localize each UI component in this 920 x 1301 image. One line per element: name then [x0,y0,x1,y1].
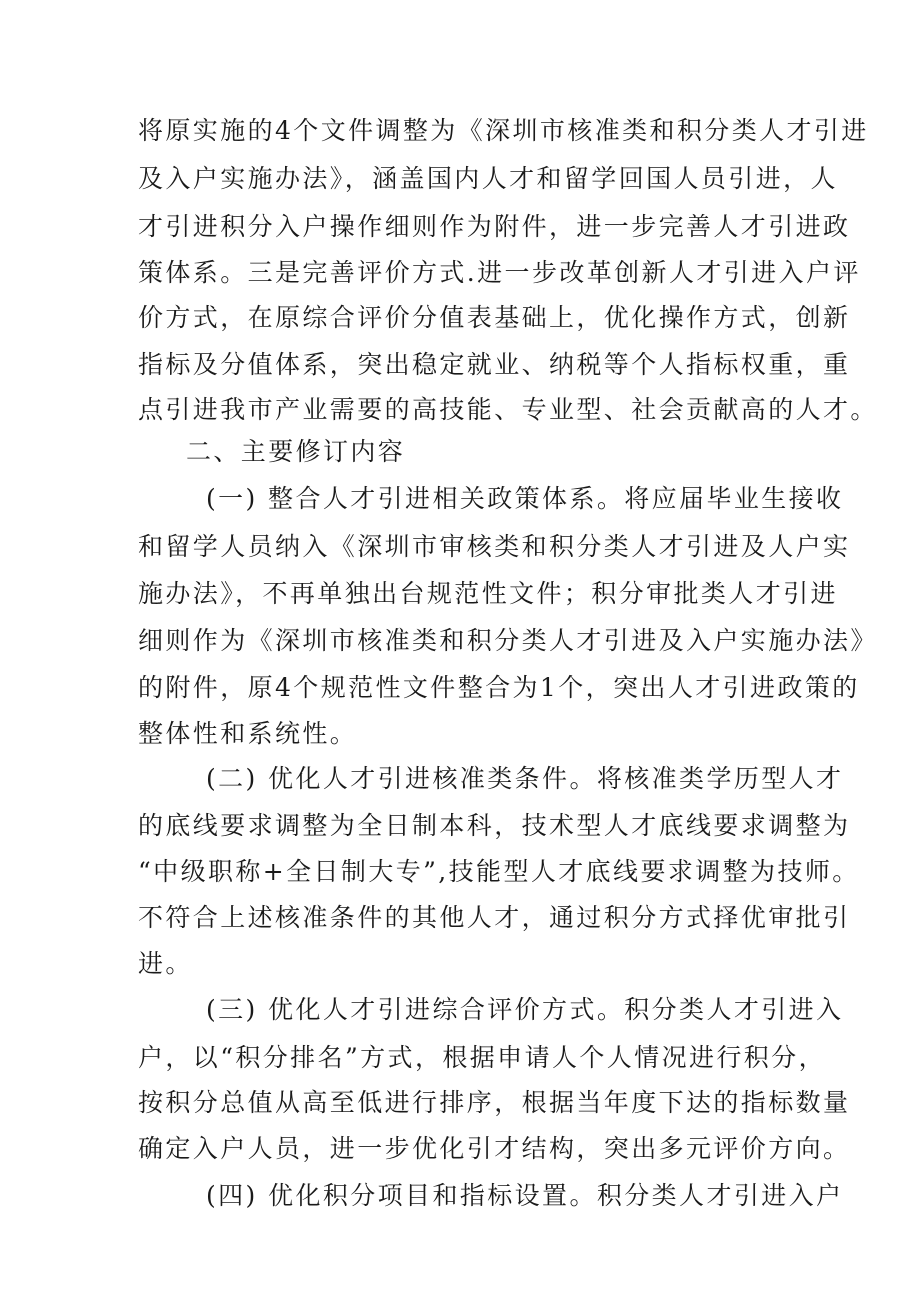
paragraph-line: 不符合上述核准条件的其他人才，通过积分方式择优审批引 [138,903,851,932]
paragraph-line: 按积分总值从高至低进行排序，根据当年度下达的指标数量 [138,1088,851,1117]
paragraph-line: 整体性和系统性。 [138,719,358,748]
paragraph-line: 确定入户人员，进一步优化引才结构，突出多元评价方向。 [138,1134,851,1163]
paragraph-line: (四) 优化积分项目和指标设置。积分类人才引进入户 [206,1181,844,1210]
paragraph-line: 及入户实施办法》，涵盖国内人才和留学回国人员引进，人 [138,164,838,193]
paragraph-line: 价方式，在原综合评价分值表基础上，优化操作方式，创新 [138,303,851,332]
paragraph-line: (二) 优化人才引进核准类条件。将核准类学历型人才 [206,764,844,793]
paragraph-line: 策体系。三是完善评价方式.进一步改革创新人才引进入户评 [138,258,861,287]
paragraph-line: 细则作为《深圳市核准类和积分类人才引进及入户实施办法》 [138,626,878,655]
paragraph-line: 将原实施的4个文件调整为《深圳市核准类和积分类人才引进 [138,116,869,145]
paragraph-line: 户，以“积分排名”方式，根据申请人个人情况进行积分， [138,1043,826,1072]
paragraph-line: 施办法》，不再单独出台规范性文件；积分审批类人才引进 [138,579,838,608]
paragraph-line: (三) 优化人才引进综合评价方式。积分类人才引进入 [206,995,844,1024]
paragraph-line: 点引进我市产业需要的高技能、专业型、社会贡献高的人才。 [138,395,878,424]
section-heading: 二、主要修订内容 [186,437,406,466]
paragraph-line: 指标及分值体系，突出稳定就业、纳税等个人指标权重，重 [138,350,851,379]
paragraph-line: “中级职称+全日制大专”,技能型人才底线要求调整为技师。 [138,857,860,886]
paragraph-line: 的附件，原4个规范性文件整合为1个，突出人才引进政策的 [138,673,860,702]
paragraph-line: 的底线要求调整为全日制本科，技术型人才底线要求调整为 [138,811,851,840]
paragraph-line: 进。 [138,949,193,978]
paragraph-line: (一) 整合人才引进相关政策体系。将应届毕业生接收 [206,484,844,513]
paragraph-line: 和留学人员纳入《深圳市审核类和积分类人才引进及人户实 [138,532,851,561]
paragraph-line: 才引进积分入户操作细则作为附件，进一步完善人才引进政 [138,212,851,241]
